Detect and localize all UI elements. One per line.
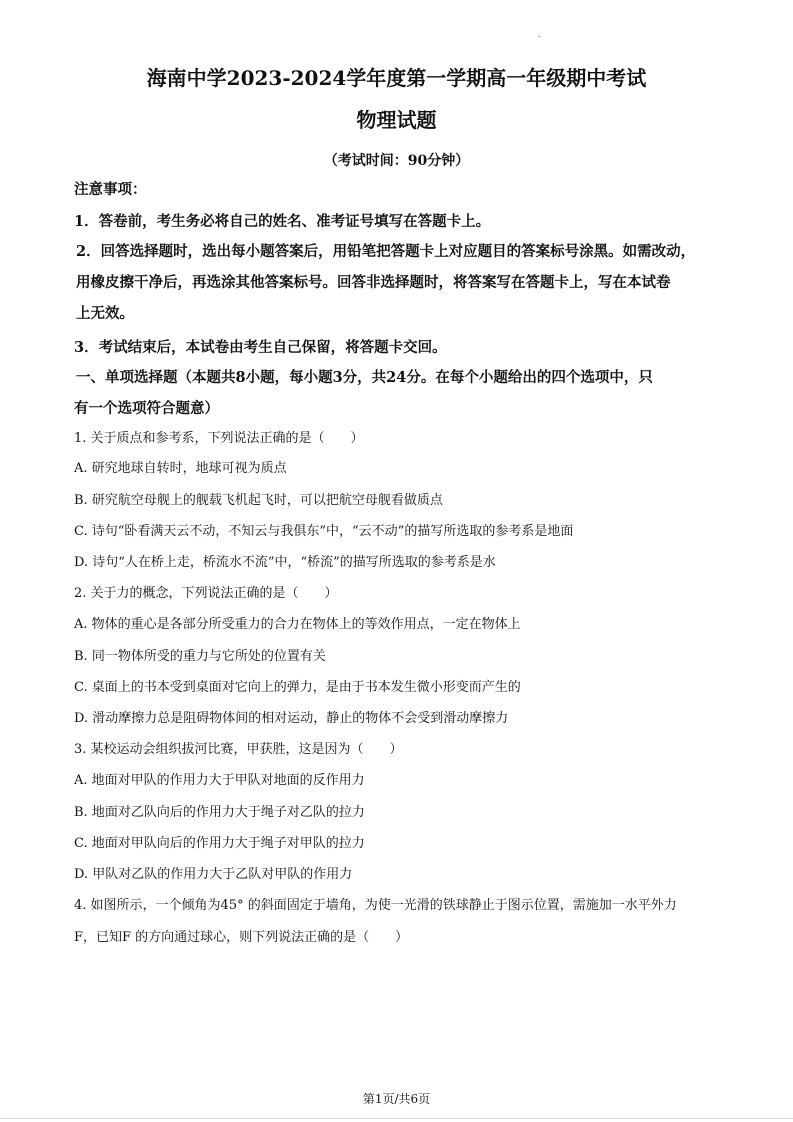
question-1-stem: 1. 关于质点和参考系，下列说法正确的是（ ） [74, 431, 364, 446]
subject-title: 物理试题 [356, 108, 437, 132]
question-2-option-c: C. 桌面上的书本受到桌面对它向上的弹力，是由于书本发生微小形变而产生的 [74, 680, 521, 695]
note-item-2-line-3: 上无效。 [76, 305, 134, 322]
question-4-stem-line-2: F，已知F 的方向通过球心，则下列说法正确的是（ ） [74, 930, 409, 945]
note-item-2-line-2: 用橡皮擦干净后，再选涂其他答案标号。回答非选择题时，将答案写在答题卡上，写在本试卷 [76, 274, 671, 291]
question-3-option-c: C. 地面对甲队向后的作用力大于绳子对甲队的拉力 [74, 836, 365, 851]
question-1-option-c: C. 诗句“卧看满天云不动，不知云与我俱东”中，“云不动”的描写所选取的参考系是地面 [74, 524, 574, 539]
section-heading-line-2: 有一个选项符合题意） [74, 400, 219, 417]
question-3-stem: 3. 某校运动会组织拔河比赛，甲获胜，这是因为（ ） [74, 742, 403, 757]
question-2-option-d: D. 滑动摩擦力总是阻碍物体间的相对运动，静止的物体不会受到滑动摩擦力 [74, 711, 509, 726]
question-1-option-b: B. 研究航空母舰上的舰载飞机起飞时，可以把航空母舰看做质点 [74, 493, 443, 508]
bottom-divider [0, 1118, 793, 1119]
note-item-3: 3．考试结束后，本试卷由考生自己保留，将答题卡交回。 [74, 339, 447, 356]
question-1-option-a: A. 研究地球自转时，地球可视为质点 [74, 461, 287, 476]
note-item-2-line-1: 2．回答选择题时，选出每小题答案后，用铅笔把答题卡上对应题目的答案标号涂黑。如需改动， [76, 243, 696, 260]
note-item-1: 1．答卷前，考生务必将自己的姓名、准考证号填写在答题卡上。 [74, 213, 491, 230]
page-number: 第1页/共6页 [362, 1092, 431, 1106]
question-3-option-b: B. 地面对乙队向后的作用力大于绳子对乙队的拉力 [74, 805, 365, 820]
exam-title: 海南中学2023-2024学年度第一学期高一年级期中考试 [146, 66, 647, 90]
question-2-stem: 2. 关于力的概念，下列说法正确的是（ ） [74, 586, 338, 601]
question-4-stem-line-1: 4. 如图所示，一个倾角为45° 的斜面固定于墙角，为使一光滑的铁球静止于图示位置，需施加一水平外力 [74, 898, 677, 913]
corner-mark: . [538, 30, 541, 39]
question-3-option-a: A. 地面对甲队的作用力大于甲队对地面的反作用力 [74, 773, 365, 788]
exam-duration: （考试时间：90分钟） [323, 153, 470, 169]
section-heading-line-1: 一、单项选择题（本题共8小题，每小题3分，共24分。在每个小题给出的四个选项中，只 [76, 369, 653, 386]
question-1-option-d: D. 诗句“人在桥上走，桥流水不流”中，“桥流”的描写所选取的参考系是水 [74, 555, 496, 570]
question-3-option-d: D. 甲队对乙队的作用力大于乙队对甲队的作用力 [74, 867, 353, 882]
notes-heading: 注意事项： [74, 181, 147, 198]
question-2-option-b: B. 同一物体所受的重力与它所处的位置有关 [74, 649, 326, 664]
question-2-option-a: A. 物体的重心是各部分所受重力的合力在物体上的等效作用点，一定在物体上 [74, 617, 521, 632]
